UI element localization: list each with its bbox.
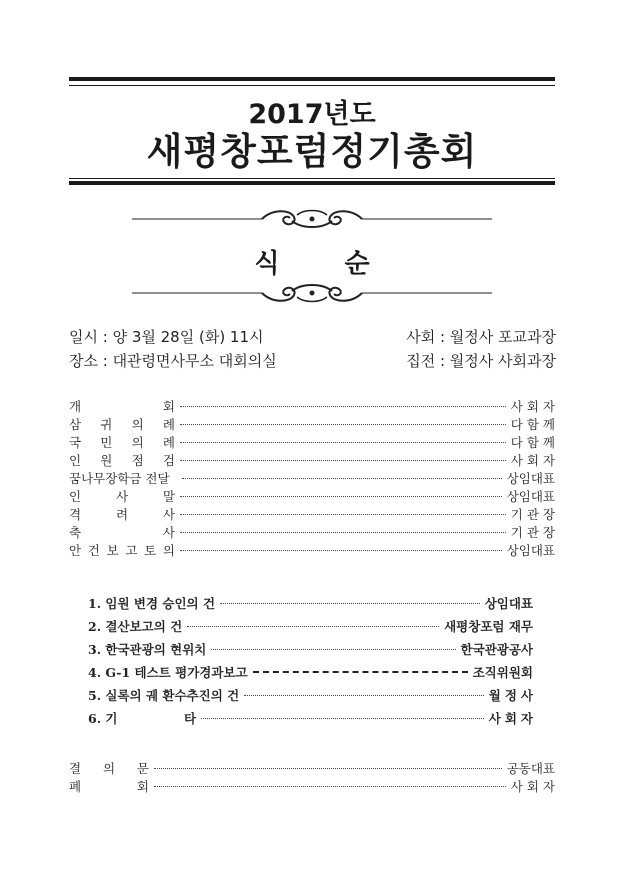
program-item-encouragement: 격 려 사 기관장 [69,507,559,522]
event-datetime: 일시 : 양 3월 28일 (화) 11시 [69,328,264,346]
event-place: 장소 : 대관령면사무소 대회의실 [69,352,277,370]
agenda-item-4: 4. G-1 테스트 평가경과보고 조직위원회 [88,665,533,680]
program-item-greeting: 인 사 말 상임대표 [69,489,555,504]
top-thin-rule [69,85,555,86]
agenda-item-1: 1. 임원 변경 승인의 건 상임대표 [88,596,533,611]
closing-item-resolution: 결 의 문 공동대표 [69,761,555,776]
agenda-item-6: 6. 기 타 사회자 [88,711,537,726]
agenda-item-3: 3. 한국관광의 현위치 한국관광공사 [88,642,533,657]
main-title: 새평창포럼정기총회 [146,130,478,173]
program-item-roll-call: 인 원 점 검 사회자 [69,453,559,468]
program-item-agenda-report: 안 건 보 고 토 의 상임대표 [69,543,555,558]
program-item-national-rite: 국 민 의 례 다함께 [69,435,559,450]
order-heading: 식 순 [254,249,398,279]
top-thick-rule [69,77,555,81]
mid-thin-rule [69,178,555,179]
flourish-ornament-top-icon [132,205,492,233]
event-host: 사회 : 월정사 포교과장 [406,328,556,346]
year-title: 2017년도 [248,99,376,130]
program-item-congratulations: 축 사 기관장 [69,525,559,540]
mid-thick-rule [69,181,555,185]
agenda-item-5: 5. 실록의 궤 환수추진의 건 월정사 [88,688,537,703]
closing-item-adjournment: 폐 회 사회자 [69,779,559,794]
event-rites-leader: 집전 : 월정사 사회과장 [406,352,556,370]
agenda-item-2: 2. 결산보고의 건 새평창포럼 재무 [88,619,533,634]
program-item-scholarship: 꿈나무장학금 전달 상임대표 [69,471,555,486]
flourish-ornament-bottom-icon [132,279,492,307]
program-item-buddhist-rite: 삼 귀 의 례 다함께 [69,417,559,432]
program-item-opening: 개 회 사회자 [69,399,559,414]
